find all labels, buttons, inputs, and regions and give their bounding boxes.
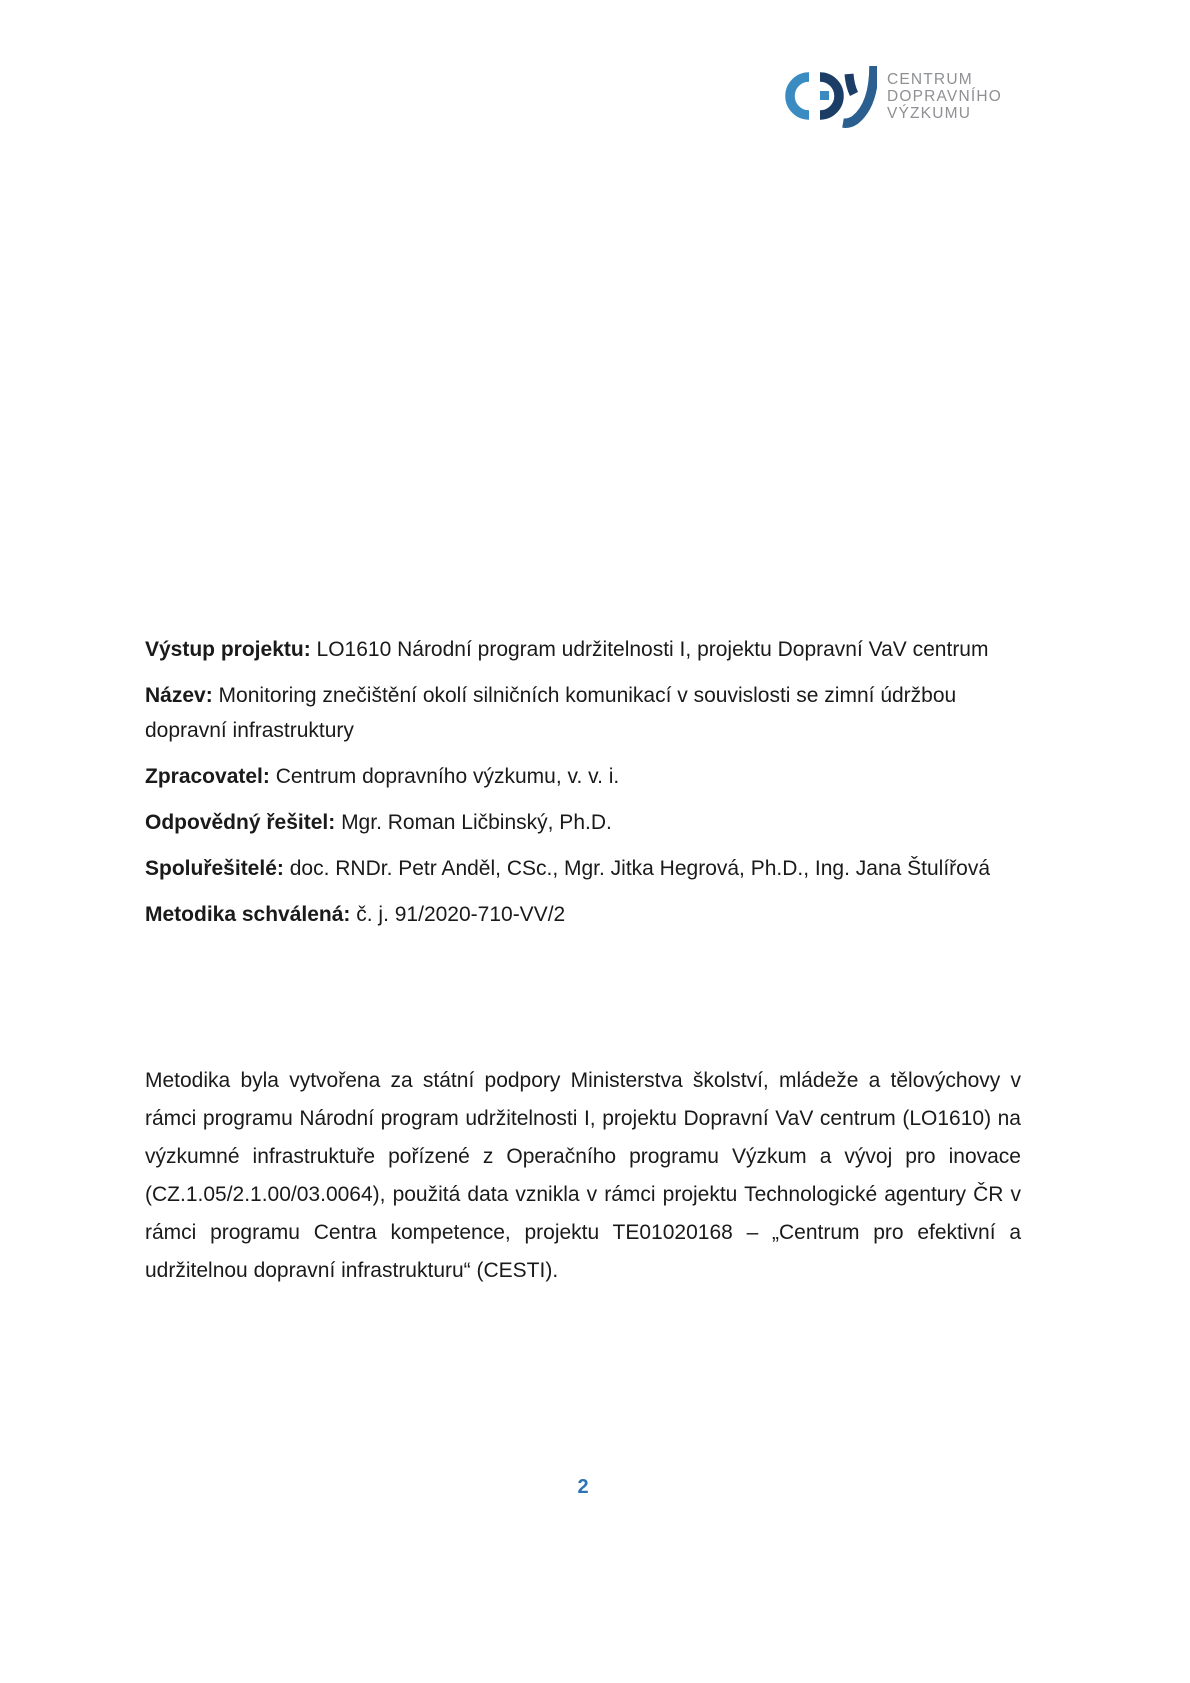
- page-footer: [145, 1476, 1021, 1499]
- logo-text-line1: CENTRUM: [886, 70, 973, 88]
- cdv-logo: [777, 60, 1002, 132]
- field-nazev: [145, 678, 1021, 748]
- cdv-logo-icon: [777, 60, 877, 132]
- field-metodika-schvalena: [145, 897, 1021, 932]
- field-value: Monitoring znečištění okolí silničních komunikací v souvislosti se zimní údržbou dopravní infrastruktury: [145, 684, 957, 742]
- field-label: Odpovědný řešitel:: [145, 811, 336, 834]
- field-spoluresitele: [145, 851, 1021, 886]
- page-number: 2: [577, 1476, 589, 1498]
- field-value: doc. RNDr. Petr Anděl, CSc., Mgr. Jitka Hegrová, Ph.D., Ing. Jana Štulířová: [289, 857, 991, 880]
- field-label: Zpracovatel:: [145, 765, 270, 788]
- field-odpovedny-resitel: [145, 805, 1021, 840]
- field-zpracovatel: [145, 759, 1021, 794]
- logo-text-line2: DOPRAVNÍHO: [886, 87, 1002, 105]
- field-label: Spoluřešitelé:: [145, 857, 284, 880]
- field-value: LO1610 Národní program udržitelnosti I, projektu Dopravní VaV centrum: [316, 638, 989, 661]
- field-label: Název:: [145, 684, 213, 707]
- field-value: Mgr. Roman Ličbinský, Ph.D.: [341, 811, 612, 834]
- project-info-block: [145, 632, 1021, 943]
- field-value: č. j. 91/2020-710-VV/2: [356, 903, 566, 926]
- field-value: Centrum dopravního výzkumu, v. v. i.: [275, 765, 620, 788]
- cdv-logo-text: [887, 71, 1002, 122]
- logo-text-line3: VÝZKUMU: [886, 104, 972, 122]
- field-label: Metodika schválená:: [145, 903, 351, 926]
- field-vystup-projektu: [145, 632, 1021, 667]
- acknowledgement-paragraph: Metodika byla vytvořena za státní podpory Ministerstva školství, mládeže a tělovýchovy v rámci programu Národní program udržitelnosti I, projektu Dopravní VaV centrum (LO1610) na výzkumné infrastruktuře pořízené z Operačního programu Výzkum a vývoj pro inovace (CZ.1.05/2.1.00/03.0064), použitá data vznikla v rámci projektu Technologické agentury ČR v rámci programu Centra kompetence, projektu TE01020168 – „Centrum pro efektivní a udržitelnou dopravní infrastrukturu“ (CESTI).: [145, 1069, 1021, 1282]
- field-label: Výstup projektu:: [145, 638, 311, 661]
